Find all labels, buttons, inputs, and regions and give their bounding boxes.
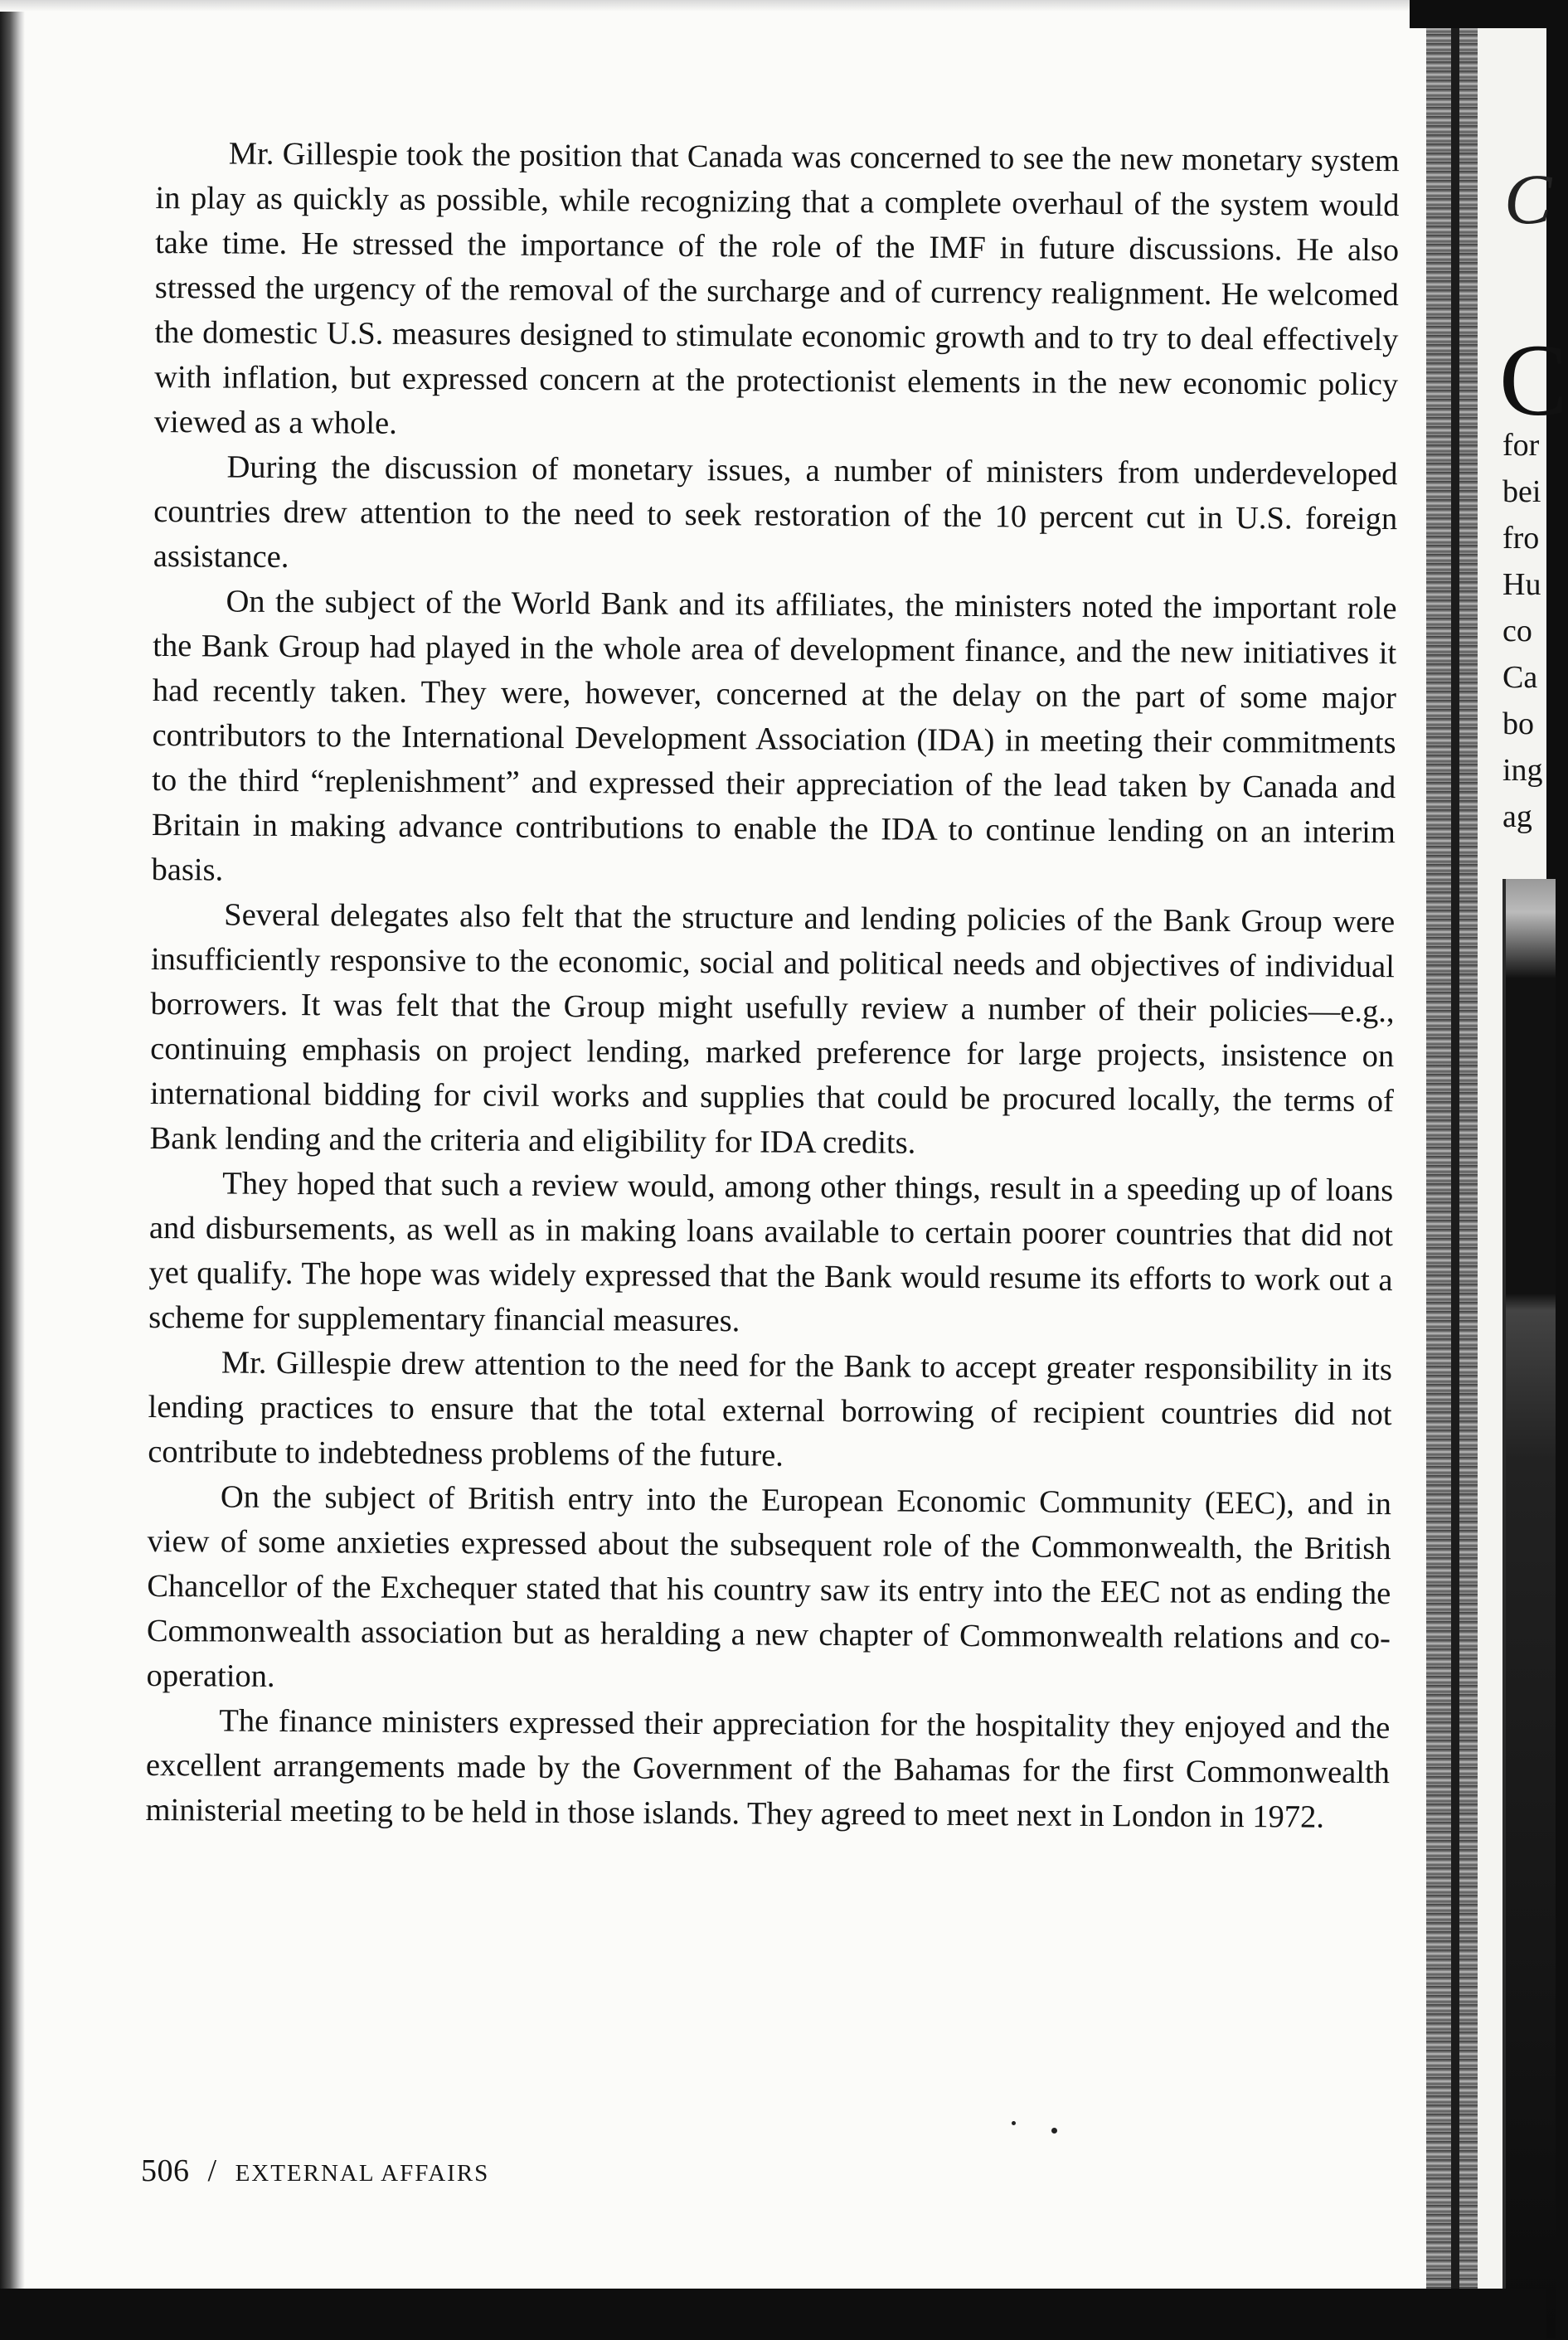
- facing-line-fragment: fro: [1502, 521, 1540, 556]
- facing-photo: [1506, 879, 1556, 2338]
- paragraph-eec-entry: On the subject of British entry into the European Economic Community (EEC), and in view of some anxieties expressed about the subsequent role of the Commonwealth, the British Chancellor of the Exchequer stated that his country saw its entry into the EEC not as ending the Commonwealth association but as heralding a new chapter of Commonwealth relations and co-operation.: [146, 1479, 1392, 1694]
- paragraph-bank-group-policies: Several delegates also felt that the structure and lending policies of the Bank Group were insufficiently responsive to the economic, social and political needs and objectives of individual borrowers. It was felt that the Group might usefully review a number of their policies—e.g., continuing emphasis on project lending, marked preference for large projects, insistence on international bidding for civil works and supplies that could be procured locally, the terms of Bank lending and the criteria and eligibility for IDA credits.: [149, 897, 1396, 1161]
- page-footer: [141, 2153, 489, 2189]
- article-body: [145, 131, 1400, 1840]
- facing-line-fragment: bei: [1502, 474, 1541, 509]
- paragraph-gillespie-responsibility: Mr. Gillespie drew attention to the need for the Bank to accept greater responsibility in its lending practices to ensure that the total external borrowing of recipient countries did not contribute to indebtedness problems of the future.: [148, 1345, 1393, 1473]
- facing-heading-letter: C: [1504, 159, 1552, 239]
- facing-page-sliver: [1478, 0, 1568, 2340]
- footer-separator: /: [207, 2153, 217, 2188]
- page-number: 506: [141, 2153, 190, 2188]
- scan-border-top-right: [1410, 0, 1546, 28]
- paragraph-world-bank: On the subject of the World Bank and its affiliates, the ministers noted the important role the Bank Group had played in the whole area of development finance, and the new initiatives it had recently taken. They were, however, concerned at the delay on the part of some major contributors to the International Development Association (IDA) in meeting their commitments to the third “replenishment” and expressed their appreciation of the lead taken by Canada and Britain in making advance contributions to enable the IDA to continue lending on an interim basis.: [151, 584, 1397, 888]
- scan-border-bottom: [0, 2289, 1546, 2340]
- section-title: EXTERNAL AFFAIRS: [235, 2160, 490, 2187]
- facing-line-fragment: for: [1502, 428, 1540, 463]
- paragraph-gillespie-monetary: Mr. Gillespie took the position that Canada was concerned to see the new monetary system in play as quickly as possible, while recognizing that a complete overhaul of the system would take time. He stressed the importance of the role of the IMF in future discussions. He also stressed the urgency of the removal of the surcharge and of currency realignment. He welcomed the domestic U.S. measures designed to stimulate economic growth and to try to deal effectively with inflation, but expressed concern at the protectionist elements in the new economic policy viewed as a whole.: [153, 136, 1400, 441]
- gutter-edge: [1451, 25, 1459, 2340]
- paragraph-review-hopes: They hoped that such a review would, among other things, result in a speeding up of loans and disbursements, as well as in making loans available to certain poorer countries that did not yet qualify. The hope was widely expressed that the Bank would resume its efforts to work out a scheme for supplementary financial measures.: [148, 1166, 1394, 1339]
- scan-speck: [1012, 2121, 1016, 2125]
- facing-line-fragment: Ca: [1502, 660, 1538, 695]
- facing-line-fragment: Hu: [1502, 567, 1541, 602]
- facing-line-fragment: co: [1502, 614, 1532, 648]
- paragraph-underdeveloped-countries: During the discussion of monetary issues, a number of ministers from underdeveloped countries drew attention to the need to seek restoration of the 10 percent cut in U.S. foreign assistance.: [153, 449, 1398, 575]
- facing-line-fragment: bo: [1502, 706, 1534, 741]
- paragraph-closing: The finance ministers expressed their appreciation for the hospitality they enjoyed and the excellent arrangements made by the Government of the Bahamas for the first Commonwealth ministerial meeting to be held in those islands. They agreed to meet next in London in 1972.: [145, 1703, 1391, 1835]
- page-top-shadow: [0, 0, 1447, 12]
- facing-line-fragment: ag: [1502, 799, 1532, 834]
- page-edge-shadow: [0, 0, 25, 2289]
- facing-line-fragment: ing: [1502, 753, 1543, 788]
- facing-drop-cap: C: [1499, 323, 1568, 437]
- scan-speck: [1051, 2128, 1057, 2134]
